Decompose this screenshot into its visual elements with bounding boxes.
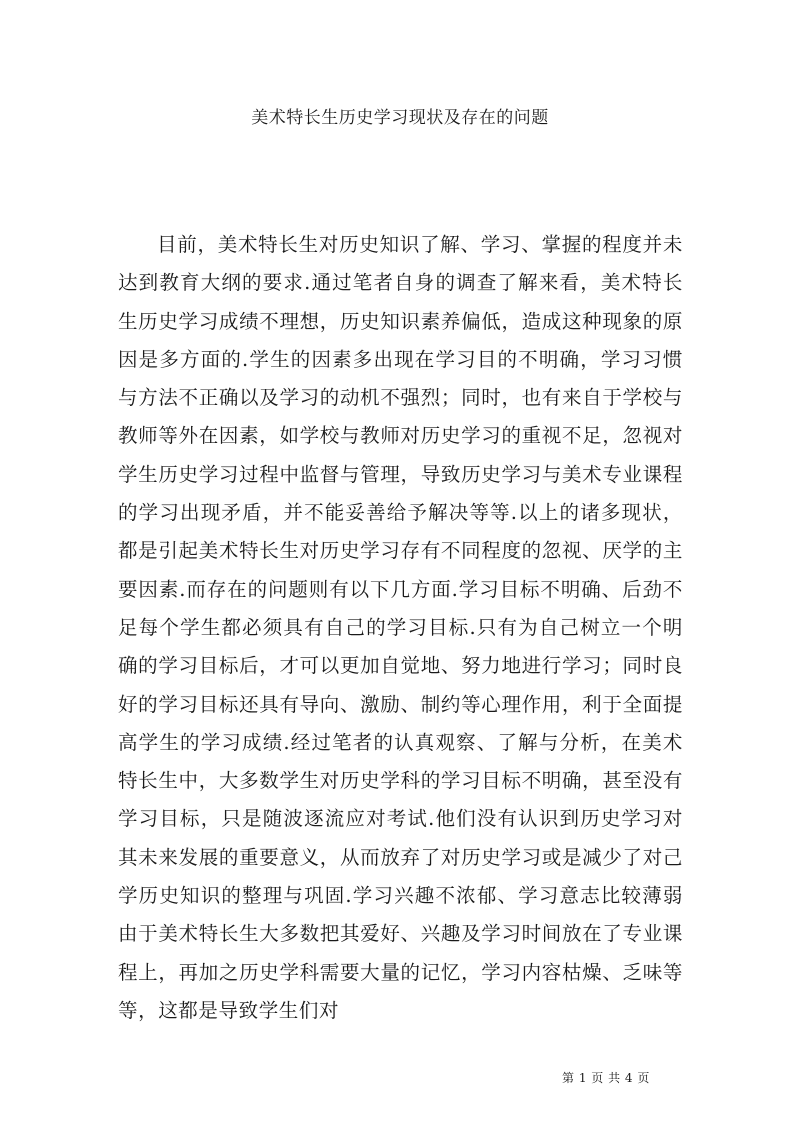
page-number-label: 第 1 页 共 4 页: [562, 1071, 650, 1085]
body-paragraph: 目前，美术特长生对历史知识了解、学习、掌握的程度并未达到教育大纲的要求.通过笔者自身的调查了解来看，美术特长生历史学习成绩不理想，历史知识素养偏低，造成这种现象的原因是多方面的.学生的因素多出现在学习目的不明确，学习习惯与方法不正确以及学习的动机不强烈；同时，也有来自于学校与教师等外在因素，如学校与教师对历史学习的重视不足，忽视对学生历史学习过程中监督与管理，导致历史学习与美术专业课程的学习出现矛盾，并不能妥善给予解决等等.以上的诸多现状，都是引起美术特长生对历史学习存有不同程度的忽视、厌学的主要因素.而存在的问题则有以下几方面.学习目标不明确、后劲不足每个学生都必须具有自己的学习目标.只有为自己树立一个明确的学习目标后，才可以更加自觉地、努力地进行学习；同时良好的学习目标还具有导向、激励、制约等心理作用，利于全面提高学生的学习成绩.经过笔者的认真观察、了解与分析，在美术特长生中，大多数学生对历史学科的学习目标不明确，甚至没有学习目标，只是随波逐流应对考试.他们没有认识到历史学习对其未来发展的重要意义，从而放弃了对历史学习或是减少了对己学历史知识的整理与巩固.学习兴趣不浓郁、学习意志比较薄弱由于美术特长生大多数把其爱好、兴趣及学习时间放在了专业课程上，再加之历史学科需要大量的记忆，学习内容枯燥、乏味等等，这都是导致学生们对: [118, 233, 683, 1022]
page-footer: [562, 1069, 687, 1086]
document-title: 美术特长生历史学习现状及存在的问题: [251, 108, 549, 128]
